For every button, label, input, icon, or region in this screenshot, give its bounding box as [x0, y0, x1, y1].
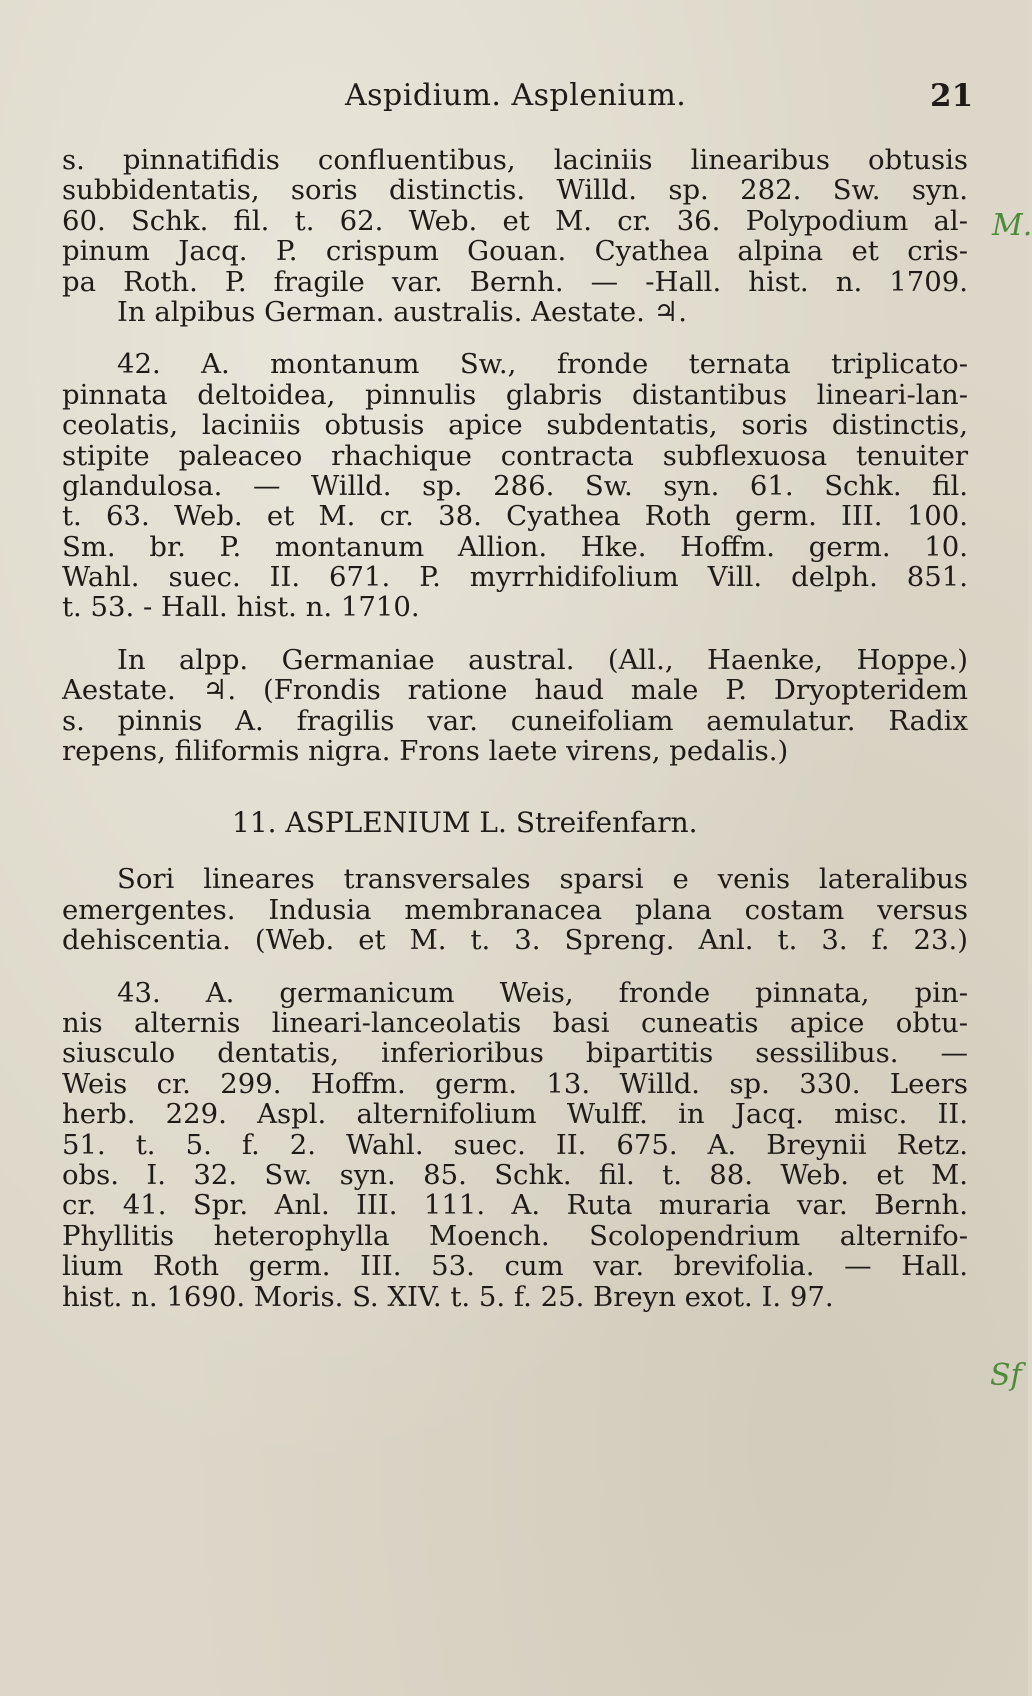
- text-line: Wahl. suec. II. 671. P. myrrhidifolium Vill. delph. 851.: [62, 561, 968, 594]
- text-line: glandulosa. — Willd. sp. 286. Sw. syn. 61. Schk. fil.: [62, 469, 968, 502]
- text-line: ceolatis, laciniis obtusis apice subdentatis, soris distinctis,: [62, 409, 968, 442]
- text-line: Phyllitis heterophylla Moench. Scolopendrium alternifo-: [62, 1219, 968, 1252]
- text-line: pa Roth. P. fragile var. Bernh. — -Hall. hist. n. 1709.: [62, 265, 968, 298]
- spacer: [62, 766, 968, 808]
- text-line: In alpibus German. australis. Aestate. ♃.: [117, 295, 688, 328]
- spacer: [62, 327, 968, 349]
- text-line: In alpp. Germaniae austral. (All., Haenke, Hoppe.): [117, 643, 968, 676]
- text-line: Sori lineares transversales sparsi e venis lateralibus: [117, 863, 968, 896]
- text-line: pinum Jacq. P. crispum Gouan. Cyathea alpina et cris-: [62, 235, 968, 268]
- body-text: [62, 145, 968, 1312]
- text-line: s. pinnis A. fragilis var. cuneifoliam aemulatur. Radix: [62, 704, 968, 737]
- text-line: emergentes. Indusia membranacea plana costam versus: [62, 893, 968, 926]
- running-head: [0, 78, 1028, 118]
- text-line: 60. Schk. fil. t. 62. Web. et M. cr. 36. Polypodium al-: [62, 204, 968, 237]
- text-line: Aestate. ♃. (Frondis ratione haud male P. Dryopteridem: [62, 674, 968, 707]
- species-heading: 42. A. montanum Sw., fronde ternata triplicato-: [117, 348, 968, 381]
- text-line: herb. 229. Aspl. alternifolium Wulff. in Jacq. misc. II.: [62, 1098, 968, 1131]
- text-line: lium Roth germ. III. 53. cum var. brevifolia. — Hall.: [62, 1250, 968, 1283]
- text-line: stipite paleaceo rhachique contracta subflexuosa tenuiter: [62, 439, 968, 472]
- text-line: pinnata deltoidea, pinnulis glabris distantibus lineari-lan-: [62, 378, 968, 411]
- genus-heading: 11. ASPLENIUM L. Streifenfarn.: [232, 806, 698, 840]
- text-line: hist. n. 1690. Moris. S. XIV. t. 5. f. 25. Breyn exot. I. 97.: [62, 1280, 834, 1313]
- text-line: obs. I. 32. Sw. syn. 85. Schk. fil. t. 88. Web. et M.: [62, 1158, 968, 1191]
- text-line: repens, filiformis nigra. Frons laete virens, pedalis.): [62, 735, 789, 768]
- spacer: [62, 842, 968, 864]
- running-title: Aspidium. Asplenium.: [345, 78, 687, 113]
- text-line: t. 63. Web. et M. cr. 38. Cyathea Roth germ. III. 100.: [62, 500, 968, 533]
- text-line: dehiscentia. (Web. et M. t. 3. Spreng. Anl. t. 3. f. 23.): [62, 924, 968, 957]
- species-heading: 43. A. germanicum Weis, fronde pinnata, pin-: [117, 976, 968, 1009]
- text-line: 51. t. 5. f. 2. Wahl. suec. II. 675. A. Breynii Retz.: [62, 1128, 968, 1161]
- margin-annotation: Sf: [990, 1358, 1022, 1393]
- text-line: subbidentatis, soris distinctis. Willd. sp. 282. Sw. syn.: [62, 174, 968, 207]
- spacer: [62, 623, 968, 645]
- page-number: 21: [930, 78, 974, 114]
- text-line: siusculo dentatis, inferioribus bipartitis sessilibus. —: [62, 1037, 968, 1070]
- text-line: Sm. br. P. montanum Allion. Hke. Hoffm. germ. 10.: [62, 530, 968, 563]
- text-line: t. 53. - Hall. hist. n. 1710.: [62, 591, 420, 624]
- text-line: Weis cr. 299. Hoffm. germ. 13. Willd. sp. 330. Leers: [62, 1067, 968, 1100]
- text-line: s. pinnatifidis confluentibus, laciniis linearibus obtusis: [62, 144, 968, 176]
- margin-annotation: M.: [992, 208, 1032, 243]
- spacer: [62, 956, 968, 978]
- text-line: nis alternis lineari-lanceolatis basi cuneatis apice obtu-: [62, 1006, 968, 1039]
- text-line: cr. 41. Spr. Anl. III. 111. A. Ruta muraria var. Bernh.: [62, 1189, 968, 1222]
